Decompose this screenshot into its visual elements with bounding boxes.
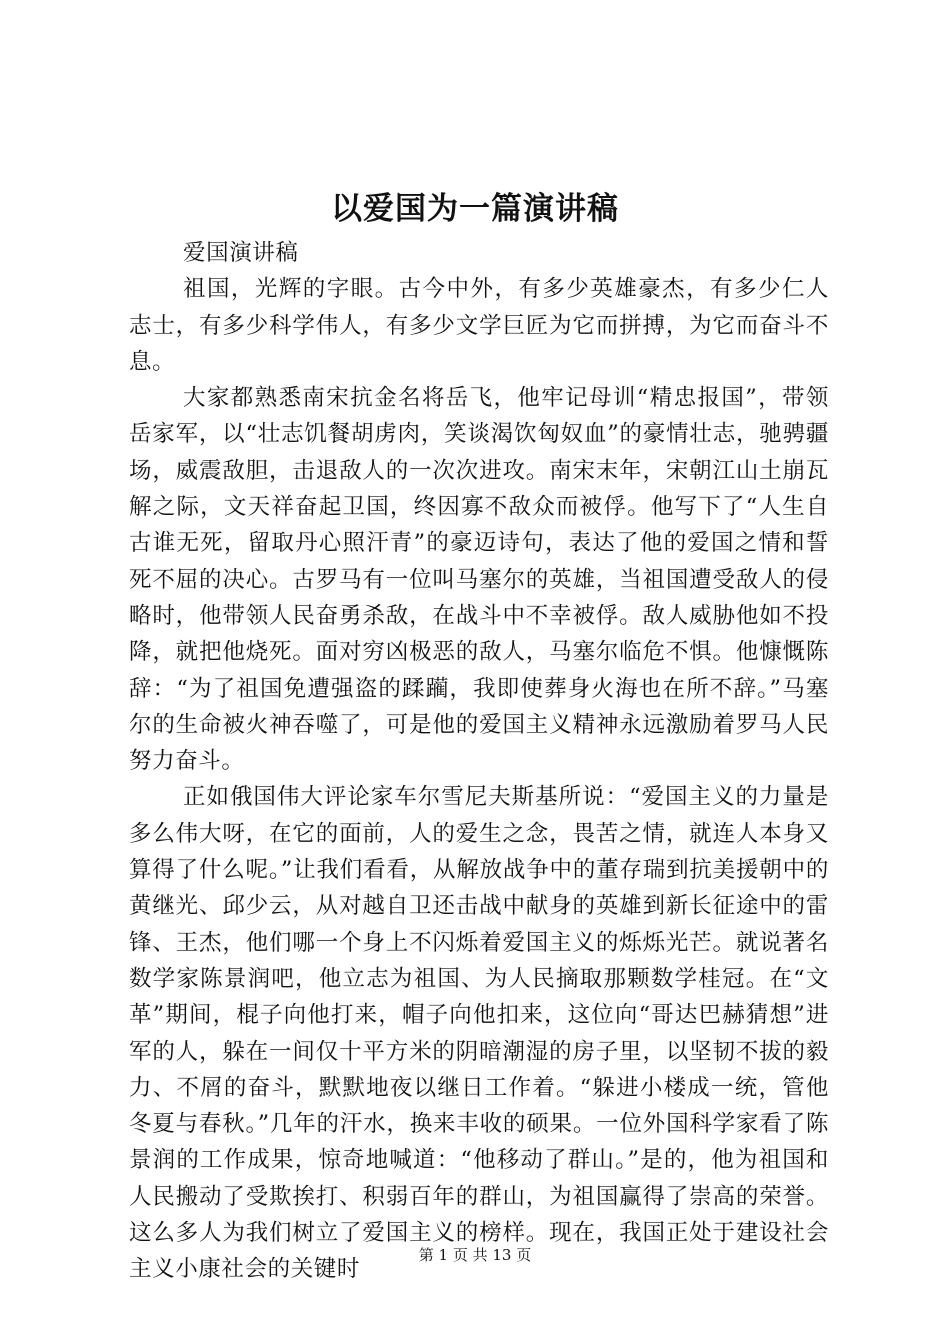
paragraph-intro: 祖国，光辉的字眼。古今中外，有多少英雄豪杰，有多少仁人志士，有多少科学伟人，有多少文学巨匠为它而拼搏，为它而奋斗不息。 [129, 276, 829, 375]
document-body [129, 235, 829, 1288]
paragraph-patriotism: 正如俄国伟大评论家车尔雪尼夫斯基所说：“爱国主义的力量是多么伟大呀，在它的面前，人的爱生之念，畏苦之情，就连人本身又算得了什么呢。”让我们看看，从解放战争中的董存瑞到抗美援朝中的黄继光、邱少云，从对越自卫还击战中献身的英雄到新长征途中的雷锋、王杰，他们哪一个身上不闪烁着爱国主义的烁烁光芒。就说著名数学家陈景润吧，他立志为祖国、为人民摘取那颗数学桂冠。在“文革”期间，棍子向他打来，帽子向他扣来，这位向“哥达巴赫猜想”进军的人，躲在一间仅十平方米的阴暗潮湿的房子里，以坚韧不拔的毅力、不屑的奋斗，默默地夜以继日工作着。“躲进小楼成一统，管他冬夏与春秋。”几年的汗水，换来丰收的硕果。一位外国科学家看了陈景润的工作成果，惊奇地喊道：“他移动了群山。”是的，他为祖国和人民搬动了受欺挨打、积弱百年的群山，为祖国赢得了崇高的荣誉。这么多人为我们树立了爱国主义的榜样。现在，我国正处于建设社会主义小康社会的关键时 [129, 784, 829, 1283]
paragraph-heroes: 大家都熟悉南宋抗金名将岳飞，他牢记母训“精忠报国”，带领岳家军，以“壮志饥餐胡虏肉，笑谈渴饮匈奴血”的豪情壮志，驰骋疆场，威震敌胆，击退敌人的一次次进攻。南宋末年，宋朝江山土崩瓦解之际，文天祥奋起卫国，终因寡不敌众而被俘。他写下了“人生自古谁无死，留取丹心照汗青”的豪迈诗句，表达了他的爱国之情和誓死不屈的决心。古罗马有一位叫马塞尔的英雄，当祖国遭受敌人的侵略时，他带领人民奋勇杀敌，在战斗中不幸被俘。敌人威胁他如不投降，就把他烧死。面对穷凶极恶的敌人，马塞尔临危不惧。他慷慨陈辞：“为了祖国免遭强盗的蹂躏，我即使葬身火海也在所不辞。”马塞尔的生命被火神吞噬了，可是他的爱国主义精神永远激励着罗马人民努力奋斗。 [129, 385, 829, 775]
paragraph-subtitle: 爱国演讲稿 [183, 240, 299, 266]
document-title: 以爱国为一篇演讲稿 [331, 191, 619, 227]
page-footer: 第 1 页 共 13 页 [418, 1246, 532, 1264]
